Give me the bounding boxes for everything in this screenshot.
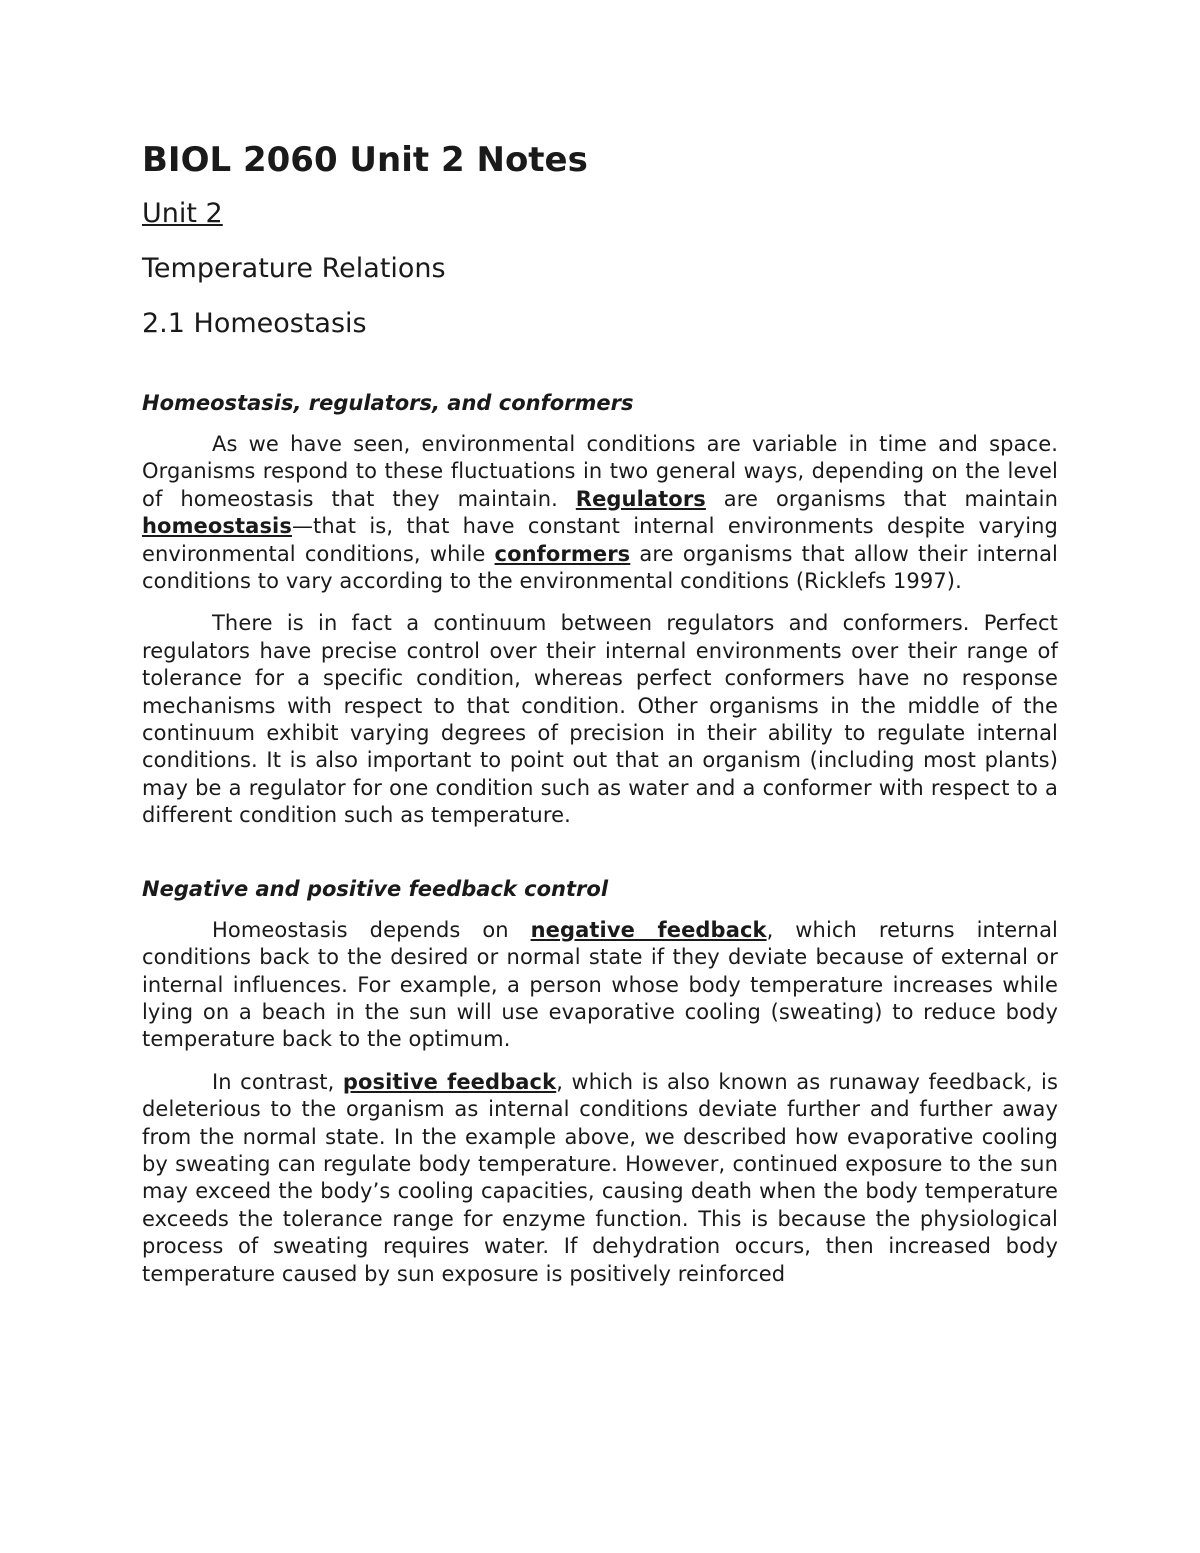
unit-heading: Unit 2 bbox=[142, 198, 223, 229]
text-run: are organisms that maintain bbox=[705, 486, 1058, 511]
subsection-heading: 2.1 Homeostasis bbox=[142, 308, 367, 339]
term-regulators: Regulators bbox=[575, 486, 706, 511]
text-run: In contrast, bbox=[212, 1069, 343, 1094]
document-page bbox=[142, 138, 1058, 1303]
text-run: Homeostasis depends on bbox=[212, 917, 531, 942]
term-positive-feedback: positive feedback bbox=[342, 1069, 557, 1094]
paragraph-negative-feedback bbox=[142, 917, 1058, 1054]
document-title: BIOL 2060 Unit 2 Notes bbox=[142, 140, 588, 180]
paragraph-positive-feedback bbox=[142, 1069, 1058, 1288]
topic-heading-feedback: Negative and positive feedback control bbox=[142, 876, 609, 901]
text-run: As we have seen, environmental conditions are variable in time and space. Organisms respond to these fluctuations in two general ways, depending on the level of homeostasis that they maintain. bbox=[142, 432, 1058, 511]
topic-heading-homeostasis: Homeostasis, regulators, and conformers bbox=[142, 391, 634, 415]
section-heading: Temperature Relations bbox=[142, 253, 446, 284]
term-negative-feedback: negative feedback bbox=[530, 917, 767, 942]
text-run: are organisms that allow their internal conditions to vary according to the environmental conditions (Ricklefs 1997). bbox=[142, 541, 1058, 594]
term-conformers: conformers bbox=[494, 541, 631, 566]
text-run: —that is, that have constant internal environments despite varying environmental conditions, while bbox=[142, 514, 1058, 566]
paragraph-regulators-conformers bbox=[142, 431, 1058, 595]
text-run: , which is also known as runaway feedback, is deleterious to the organism as internal conditions deviate further and further away from the normal state. In the example above, we described how evaporative cooling by sweating can regulate body temperature. However, continued exposure to the sun may exceed the body’s cooling capacities, causing death when the body temperature exceeds the tolerance range for enzyme function. This is because the physiological process of sweating requires water. If dehydration occurs, then increased body temperature caused by sun exposure is positively reinforced bbox=[142, 1069, 1058, 1286]
term-homeostasis: homeostasis bbox=[142, 514, 292, 539]
text-run: , which returns internal conditions back to the desired or normal state if they deviate because of external or internal influences. For example, a person whose body temperature increases while lying on a beach in the sun will use evaporative cooling (sweating) to reduce body temperature back to the optimum. bbox=[142, 917, 1058, 1052]
paragraph-continuum: There is in fact a continuum between regulators and conformers. Perfect regulators have precise control over their internal environments over their range of tolerance for a specific condition, whereas perfect conformers have no response mechanisms with respect to that condition. Other organisms in the middle of the continuum exhibit varying degrees of precision in their ability to regulate internal conditions. It is also important to point out that an organism (including most plants) may be a regulator for one condition such as water and a conformer with respect to a different condition such as temperature. bbox=[142, 611, 1058, 828]
